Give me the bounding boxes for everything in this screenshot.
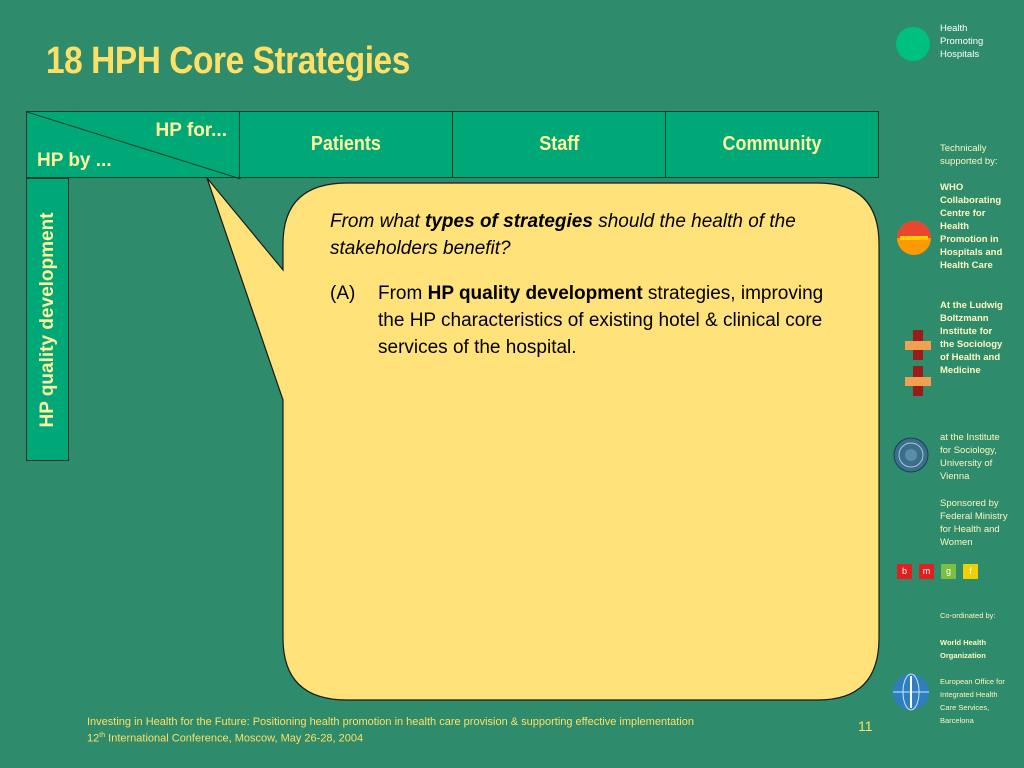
footer-text [87,716,707,746]
callout-list-item [330,280,850,361]
sidebar-lbi: At the Ludwig Boltzmann Institute for the Sociology of Health and Medicine [940,300,1003,376]
footer-line-1: Investing in Health for the Future: Positioning health promotion in health care provision & supporting effective implementation [87,716,694,728]
bmgf-f-icon: f [963,564,978,579]
sidebar-institute: at the Institute for Sociology, University of Vienna [940,432,1000,482]
callout-text [330,208,850,361]
sidebar-who-org: World Health Organization [940,638,987,660]
who-emblem-icon [891,672,931,712]
university-seal-icon [893,437,929,473]
sidebar-tech-support: Technically supported by: [940,143,998,167]
column-header-patients: Patients [239,111,453,178]
sidebar-who-office: European Office for Integrated Health Care Services, Barcelona [940,677,1005,725]
list-marker: (A) [330,283,356,304]
corner-hp-by: HP by ... [37,150,112,171]
callout-question: From what types of strategies should the health of the stakeholders benefit? [330,211,796,259]
corner-hp-for: HP for... [155,120,227,141]
column-header-community: Community [665,111,879,178]
footer-line-2: 12th International Conference, Moscow, May 26-28, 2004 [87,732,364,745]
bmgf-m-icon: m [919,564,934,579]
slide-title: 18 HPH Core Strategies [46,40,410,82]
lbi-cross-icon-2 [905,366,931,396]
page-number: 11 [858,718,873,734]
bmgf-g-icon: g [941,564,956,579]
lbi-cross-icon-1 [905,330,931,360]
hph-logo-icon [896,27,930,61]
sidebar-who-cc: WHO Collaborating Centre for Health Promotion in Hospitals and Health Care [940,182,1003,271]
sidebar-coordinated: Co-ordinated by: [940,611,996,620]
bmgf-b-icon: b [897,564,912,579]
who-cc-logo-icon [896,218,932,258]
sidebar-sponsor: Sponsored by Federal Ministry for Health and Women [940,498,1008,548]
column-header-staff: Staff [452,111,666,178]
row-header-label: HP quality development [36,211,58,428]
sidebar-hph-label: Health Promoting Hospitals [940,23,984,60]
list-item-text: From HP quality development strategies, improving the HP characteristics of existing hotel & clinical core services of the hospital. [378,283,824,358]
